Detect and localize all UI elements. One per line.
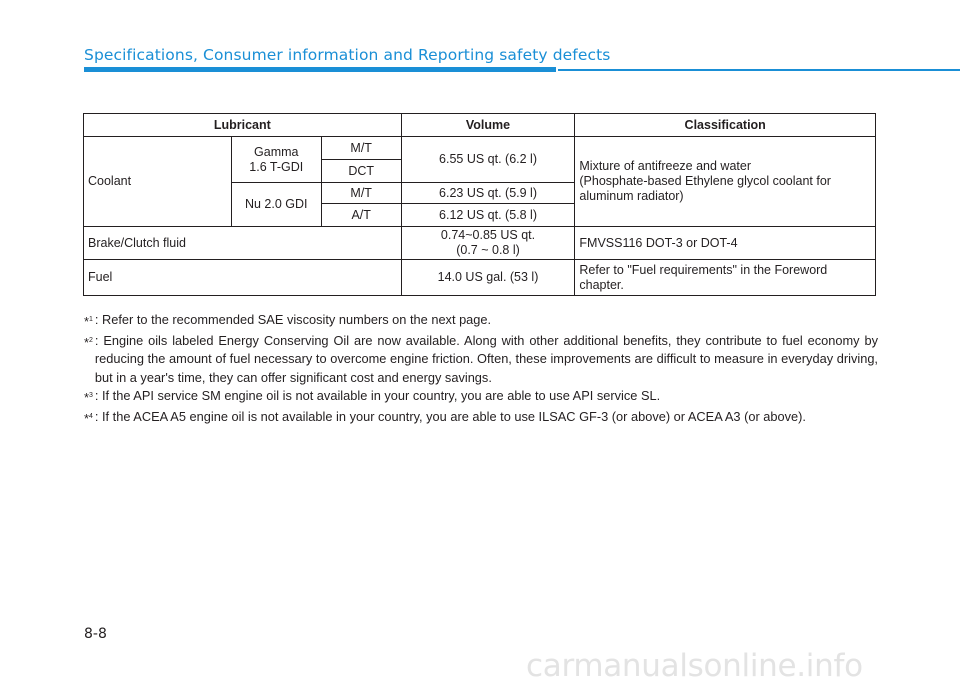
footnote-marker: * bbox=[84, 334, 89, 350]
footnote-number: 4 bbox=[88, 412, 93, 420]
fuel-classification: Refer to "Fuel requirements" in the Foreword chapter. bbox=[575, 260, 876, 296]
footnote-number: 2 bbox=[88, 336, 93, 344]
gamma-volume: 6.55 US qt. (6.2 l) bbox=[401, 137, 575, 183]
table-row bbox=[84, 227, 876, 260]
watermark: carmanualsonline.info bbox=[526, 648, 863, 684]
section-title: Specifications, Consumer information and Reporting safety defects bbox=[84, 46, 611, 64]
brake-label: Brake/Clutch fluid bbox=[84, 227, 402, 260]
fuel-label: Fuel bbox=[84, 260, 402, 296]
footnote-marker: * bbox=[84, 390, 89, 405]
footnote bbox=[84, 387, 878, 408]
footnote bbox=[84, 311, 878, 332]
coolant-classification: Mixture of antifreeze and water (Phosphate-based Ethylene glycol coolant for aluminum radiator) bbox=[575, 137, 876, 227]
header-classification: Classification bbox=[575, 114, 876, 137]
nu-engine: Nu 2.0 GDI bbox=[231, 183, 321, 227]
nu-at-volume: 6.12 US qt. (5.8 l) bbox=[401, 204, 575, 227]
header-lubricant: Lubricant bbox=[84, 114, 402, 137]
header-volume: Volume bbox=[401, 114, 575, 137]
footnote-number: 3 bbox=[88, 392, 93, 399]
gamma-engine: Gamma 1.6 T-GDI bbox=[231, 137, 321, 183]
header-rule-thick bbox=[84, 67, 556, 72]
footnote-text: : If the ACEA A5 engine oil is not available in your country, you are able to use ILSAC GF-3 (or above) or ACEA A3 (or above). bbox=[94, 408, 806, 424]
header-rule-thin bbox=[558, 69, 960, 71]
footnote-text: : Refer to the recommended SAE viscosity numbers on the next page. bbox=[94, 312, 492, 327]
lubricant-spec-table bbox=[83, 113, 876, 296]
brake-volume: 0.74~0.85 US qt. (0.7 ~ 0.8 l) bbox=[401, 227, 575, 260]
table-row bbox=[84, 260, 876, 296]
footnote bbox=[84, 408, 878, 429]
table-header-row bbox=[84, 114, 876, 137]
coolant-label: Coolant bbox=[84, 137, 232, 227]
nu-at: A/T bbox=[321, 204, 401, 227]
brake-classification: FMVSS116 DOT-3 or DOT-4 bbox=[575, 227, 876, 260]
gamma-dct: DCT bbox=[321, 160, 401, 183]
nu-mt: M/T bbox=[321, 183, 401, 204]
footnote-number: 1 bbox=[88, 316, 93, 323]
footnote-text: : If the API service SM engine oil is not available in your country, you are able to use API service SL. bbox=[94, 388, 661, 403]
footnotes bbox=[84, 311, 878, 428]
footnote-marker: * bbox=[84, 314, 89, 329]
page-number: 8-8 bbox=[84, 626, 107, 642]
footnote bbox=[84, 332, 878, 388]
fuel-volume: 14.0 US gal. (53 l) bbox=[401, 260, 575, 296]
nu-mt-volume: 6.23 US qt. (5.9 l) bbox=[401, 183, 575, 204]
gamma-mt: M/T bbox=[321, 137, 401, 160]
table-row bbox=[84, 137, 876, 160]
footnote-text: : Engine oils labeled Energy Conserving Oil are now available. Along with other additional benefits, they contribute to fuel economy by reducing the amount of fuel necessary to overcome engine friction. Often, these improvements are difficult to measure in everyday driving, but in a year's time, they can offer significant cost and energy savings. bbox=[94, 332, 878, 385]
footnote-marker: * bbox=[84, 410, 89, 426]
